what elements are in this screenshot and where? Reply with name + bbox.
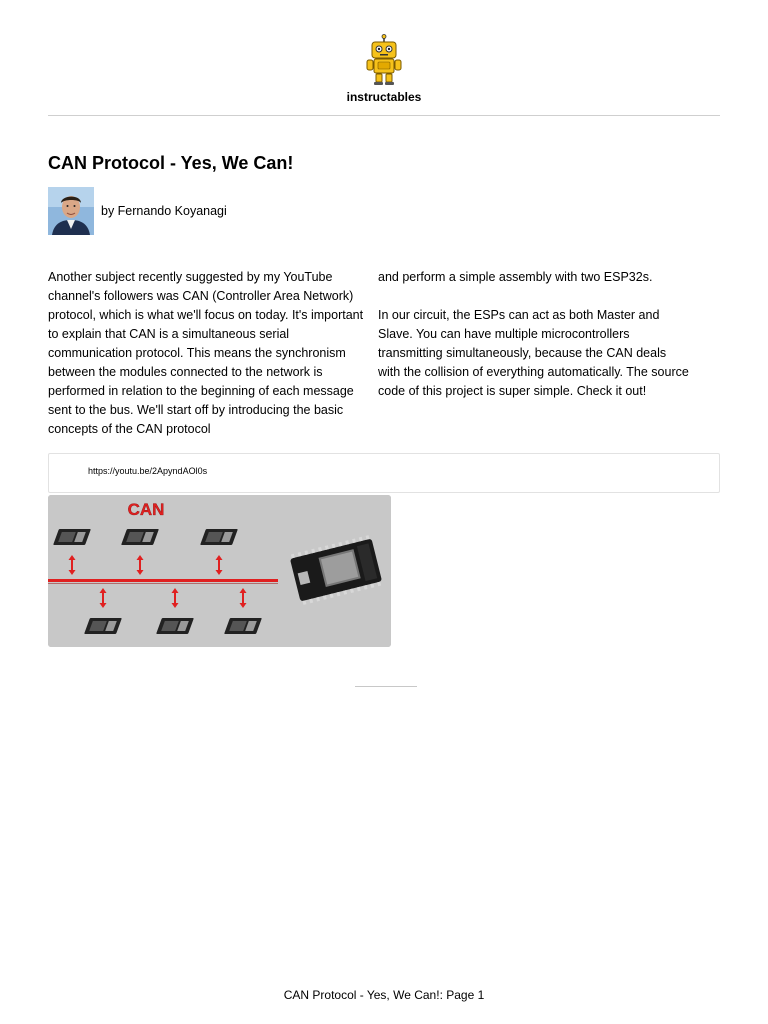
content-end-divider bbox=[355, 686, 417, 687]
author-row bbox=[48, 187, 227, 235]
paragraph: and perform a simple assembly with two ESP32s. bbox=[378, 270, 653, 284]
article-body bbox=[48, 268, 720, 439]
header bbox=[0, 34, 768, 106]
figure-label: CAN bbox=[127, 500, 165, 519]
page-title: CAN Protocol - Yes, We Can! bbox=[48, 153, 294, 173]
can-diagram-image[interactable] bbox=[48, 495, 391, 647]
video-embed bbox=[48, 453, 720, 493]
page-footer: CAN Protocol - Yes, We Can!: Page 1 bbox=[283, 988, 485, 1002]
paragraph: In our circuit, the ESPs can act as both Master and Slave. You can have multiple microcontrollers transmitting simultaneously, because the CAN deals with the collision of everything automatically. The source code of this project is super simple. Check it out! bbox=[378, 308, 689, 398]
header-divider bbox=[48, 115, 720, 116]
instructables-robot-logo[interactable] bbox=[362, 34, 406, 86]
author-avatar[interactable] bbox=[48, 187, 94, 235]
can-diagram bbox=[48, 495, 391, 647]
left-column bbox=[48, 268, 366, 439]
right-column bbox=[378, 268, 690, 439]
video-link[interactable]: https://youtu.be/2ApyndAOl0s bbox=[88, 466, 208, 476]
site-name[interactable]: instructables bbox=[346, 90, 422, 104]
paragraph: Another subject recently suggested by my YouTube channel's followers was CAN (Controller Area Network) protocol, which is what we'll focus on today. It's important to explain that CAN is a simultaneous serial communication protocol. This means the synchronism between the modules connected to the network is performed in relation to the beginning of each message sent to the bus. We'll start off by introducing the basic concepts of the CAN protocol bbox=[48, 270, 364, 436]
author-name[interactable]: by Fernando Koyanagi bbox=[101, 204, 227, 218]
